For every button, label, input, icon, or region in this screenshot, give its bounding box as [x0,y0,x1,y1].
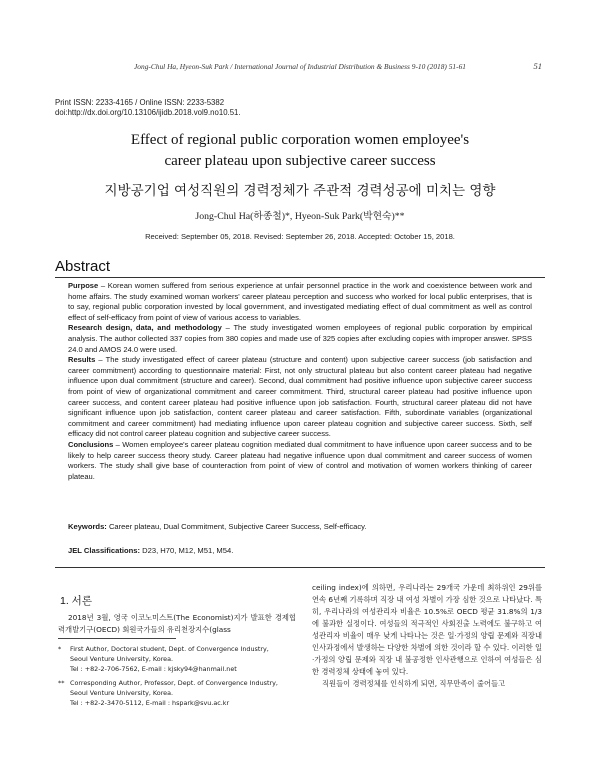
doi-line: doi:http://dx.doi.org/10.13106/ijidb.2018.vol9.no10.51. [55,108,241,117]
footnote-line: Corresponding Author, Professor, Dept. of Convergence Industry, [70,679,278,687]
english-title [40,130,560,172]
section-heading: 1. 서론 [60,595,92,607]
keywords-text: Career plateau, Dual Commitment, Subjective Career Success, Self-efficacy. [106,522,367,531]
conclusions-text: – Women employee's career plateau cognition mediated dual commitment to have influence upon career success and to be likely to help career success theory study. Career plateau had negative influence upon dual commitment and career success of women workers. The study shall give base of counteraction from point of view of control and motivation of women workers thinking of career plateau. [68,439,532,481]
abstract-results [68,355,532,440]
intro-paragraph-right-2: 직원들이 경력정체를 인식하게 되면, 직무만족이 줄어들고 [322,679,506,688]
footnote-line: First Author, Doctoral student, Dept. of Convergence Industry, [70,645,269,653]
abstract-bottom-divider [55,567,545,568]
left-column [58,612,296,636]
jel-text: D23, H70, M12, M51, M54. [140,546,234,555]
footnotes [58,644,298,712]
footnote-marker: * [58,645,62,653]
running-header: Jong-Chul Ha, Hyeon-Suk Park / International Journal of Industrial Distribution & Business 9-10 (2018) 51-61 [134,62,466,71]
footnote-corresponding-author [58,678,298,708]
abstract-conclusions [68,440,532,482]
keywords [68,522,540,531]
jel-label: JEL Classifications: [68,546,141,555]
footnote-line: Tel : +82-2-706-7562, E-mail : kjsky94@hanmail.net [70,665,237,673]
footnote-marker: ** [58,679,65,687]
intro-paragraph-right-1: ceiling index)에 의하면, 우리나라는 29개국 가운데 최하위인 29위를 연속 6년째 기록하며 직장 내 여성 차별이 가장 심한 것으로 나타났다. 특히, 우리나라의 여성관리자 비율은 10.5%로 OECD 평균 31.8%의 1/3에 불과한 실정이다. 여성들의 적극적인 사회진출 노력에도 불구하고 여성관리자 비율이 매우 낮게 나타나는 것은 일·가정의 양립 문제와 직장내 인사과정에서 발생하는 다양한 차별에 의한 것이라 할 수 있다. 이러한 일·가정의 양립 문제와 직장 내 불공정한 인사관행으로 인하여 여성들은 심한 경력정체 상태에 놓여 있다. [312,583,542,676]
footnote-line: Seoul Venture University, Korea. [70,689,174,697]
method-label: Research design, data, and methodology [68,323,222,333]
author-line: Jong-Chul Ha(하종철)*, Hyeon-Suk Park(박현숙)** [195,211,405,222]
english-title-line1: Effect of regional public corporation women employee's [130,132,470,148]
page-number: 51 [533,61,542,71]
abstract-body [68,281,532,482]
purpose-text: – Korean women suffered from serious experience at unfair personnel practice in the work and coexistence between work and home affairs. The study examined woman workers' career plateau perception and success who worked for local public enterprises, that is to say, regional public corporation invested by local government, and investigated mediating effect of dual commitment as well as control effect of self-efficacy from point of view of various access to variables. [68,281,532,322]
method-text: – The study investigated women employees of regional public corporation by empirical analysis. The author collected 337 copies from 380 copies and made use of 325 copies after excluding copies with improper answer. SPSS 24.0 and AMOS 24.0 were used. [68,323,532,354]
abstract-divider [55,277,545,278]
footnote-first-author [58,644,298,674]
intro-paragraph-left: 2018년 3월, 영국 이코노미스트(The Economist)지가 발표한 경제협력개발기구(OECD) 회원국가들의 유리천장지수(glass [58,613,296,634]
abstract-heading: Abstract [55,258,111,275]
issn-block [55,98,241,118]
conclusions-label: Conclusions [68,439,114,449]
results-text: – The study investigated effect of career plateau (structure and content) upon subjective career success (job satisfaction and career commitment) according to questionnaire material: First, not only structural plateau but also content career plateau had negative influence upon dual commitment (structure and career). Second, dual commitment had positive influence upon subjective career success from point of view of organizational commitment and career commitment. Third, structural career plateau had positive influence upon career success, and content career plateau had positive influence upon job satisfaction. Fourth, structural career plateau did not have significant influence upon job satisfaction, content career plateau and career satisfaction. Fifth, subordinate variables (organizational commitment and career commitment) had mediating influence upon career plateau cognition and subjective career success. Sixth, self efficacy did not control career plateau cognition and subjective career success. [68,355,532,439]
footnote-line: Tel : +82-2-3470-5112, E-mail : hspark@svu.ac.kr [70,699,230,707]
abstract-purpose [68,281,532,323]
keywords-label: Keywords: [68,522,107,531]
footnote-line: Seoul Venture University, Korea. [70,655,174,663]
issn-line: Print ISSN: 2233-4165 / Online ISSN: 2233-5382 [55,98,225,107]
jel-classifications [68,546,540,555]
abstract-method [68,323,532,355]
submission-dates: Received: September 05, 2018. Revised: September 26, 2018. Accepted: October 15, 2018. [145,232,455,241]
korean-title: 지방공기업 여성직원의 경력정체가 주관적 경력성공에 미치는 영향 [104,183,496,199]
english-title-line2: career plateau upon subjective career success [164,153,436,169]
footnote-divider [58,638,176,639]
purpose-label: Purpose [68,281,99,290]
results-label: Results [68,355,96,365]
right-column [312,582,542,690]
